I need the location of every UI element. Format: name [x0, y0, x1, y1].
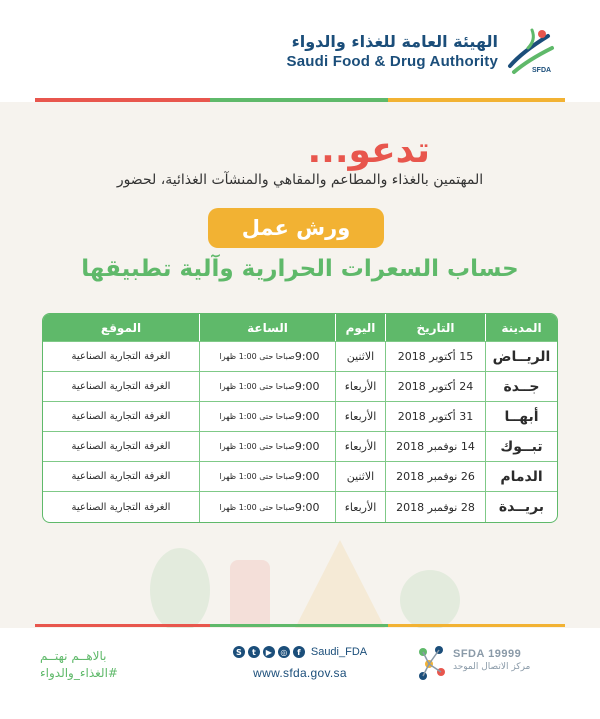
facebook-icon[interactable]: f — [293, 646, 305, 658]
bottom-divider-green — [210, 624, 388, 627]
table-row — [43, 432, 557, 462]
website-link[interactable]: www.sfda.gov.sa — [253, 666, 347, 680]
social-handle[interactable]: Saudi_FDA — [310, 646, 368, 658]
call-center-icon — [415, 644, 449, 682]
table-row — [43, 402, 557, 432]
location-cell: الغرفة التجارية الصناعية — [71, 471, 171, 482]
bottom-divider-gold — [388, 624, 565, 627]
time-main: 9:00 — [294, 350, 320, 363]
city-cell: جــدة — [485, 372, 557, 401]
location-cell: الغرفة التجارية الصناعية — [71, 501, 171, 513]
date-cell: 26 نوفمبر 2018 — [385, 462, 485, 491]
day-cell: الأربعاء — [335, 372, 385, 401]
header-date: التاريخ — [385, 314, 485, 341]
time-cell — [199, 492, 335, 522]
day-cell: الأربعاء — [335, 492, 385, 522]
time-main: 9:00 — [294, 470, 320, 483]
workshop-topic: حساب السعرات الحرارية وآلية تطبيقها — [81, 256, 519, 282]
invite-subtitle: المهتمين بالغذاء والمطاعم والمقاهي والمنشآت الغذائية، لحضور — [116, 172, 484, 188]
sfda-logo-icon — [502, 22, 560, 80]
table-row — [43, 342, 557, 372]
time-cell — [199, 342, 335, 371]
call-center — [415, 644, 565, 682]
header-location: الموقع — [100, 320, 142, 335]
time-cell — [199, 402, 335, 431]
bottom-divider-red — [35, 624, 210, 627]
snapchat-icon[interactable]: S — [233, 646, 245, 658]
city-cell: تبــوك — [485, 432, 557, 461]
hashtag-line-1: بالاهــم نهتــم — [40, 649, 107, 663]
city-cell: الدمام — [485, 462, 557, 491]
org-logo-text — [248, 32, 498, 70]
table-row — [43, 492, 557, 522]
twitter-icon[interactable]: t — [248, 646, 260, 658]
time-detail: صباحا حتى 1:00 ظهرا — [219, 382, 295, 391]
call-center-label: مركز الاتصال الموحد — [453, 662, 531, 672]
invite-heading: تدعو... — [307, 130, 430, 171]
city-cell: بريــدة — [485, 492, 557, 522]
time-detail: صباحا حتى 1:00 ظهرا — [219, 412, 295, 421]
time-main: 9:00 — [294, 500, 320, 514]
youtube-icon[interactable]: ▶ — [263, 646, 275, 658]
org-name-en: Saudi Food & Drug Authority — [286, 53, 498, 70]
time-main: 9:00 — [294, 440, 320, 453]
day-cell: الاثنين — [335, 342, 385, 371]
hashtag-line-2[interactable]: #الغذاء_والدواء — [40, 666, 118, 680]
location-cell: الغرفة التجارية الصناعية — [71, 351, 171, 362]
header-city: المدينة — [485, 314, 557, 341]
instagram-icon[interactable]: ◎ — [278, 646, 290, 658]
time-detail: صباحا حتى 1:00 ظهرا — [219, 442, 295, 451]
social-links — [225, 646, 375, 658]
location-cell: الغرفة التجارية الصناعية — [71, 381, 171, 392]
call-center-number: SFDA 19999 — [453, 648, 522, 660]
date-cell: 15 أكتوبر 2018 — [385, 342, 485, 371]
header-time: الساعة — [199, 314, 335, 341]
time-detail: صباحا حتى 1:00 ظهرا — [219, 502, 295, 512]
table-header-row — [43, 314, 557, 342]
schedule-table — [42, 313, 558, 523]
time-detail: صباحا حتى 1:00 ظهرا — [219, 352, 295, 361]
date-cell: 28 نوفمبر 2018 — [385, 492, 485, 522]
city-cell: الريــاض — [485, 342, 557, 371]
time-main: 9:00 — [294, 380, 320, 393]
location-cell: الغرفة التجارية الصناعية — [71, 411, 171, 422]
header — [0, 0, 600, 100]
day-cell: الأربعاء — [335, 432, 385, 461]
time-cell — [199, 372, 335, 401]
time-cell — [199, 432, 335, 461]
day-cell: الأربعاء — [335, 402, 385, 431]
footer-hashtags — [40, 648, 180, 682]
table-row — [43, 372, 557, 402]
time-main: 9:00 — [294, 410, 320, 423]
time-detail: صباحا حتى 1:00 ظهرا — [219, 472, 295, 481]
date-cell: 31 أكتوبر 2018 — [385, 402, 485, 431]
workshop-badge: ورش عمل — [208, 208, 384, 248]
food-illustration-icon — [140, 520, 460, 638]
date-cell: 24 أكتوبر 2018 — [385, 372, 485, 401]
org-name-ar: الهيئة العامة للغذاء والدواء — [291, 32, 498, 51]
logo-mark-text: SFDA — [532, 67, 552, 74]
city-cell: أبهــا — [485, 402, 557, 431]
time-cell — [199, 462, 335, 491]
day-cell: الاثنين — [335, 462, 385, 491]
header-day: اليوم — [335, 314, 385, 341]
location-cell: الغرفة التجارية الصناعية — [71, 441, 171, 452]
table-row — [43, 462, 557, 492]
date-cell: 14 نوفمبر 2018 — [385, 432, 485, 461]
